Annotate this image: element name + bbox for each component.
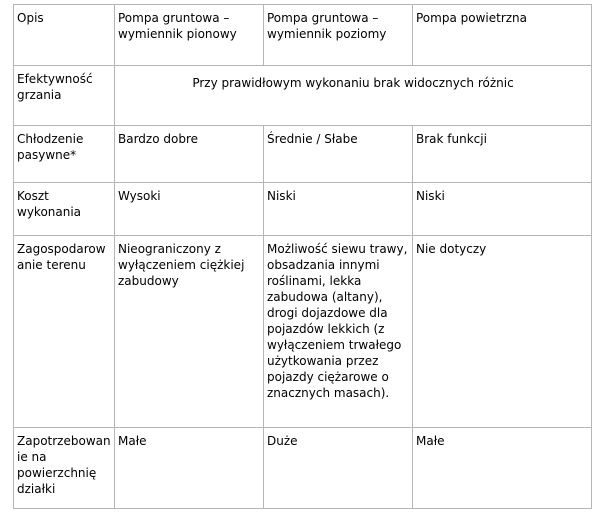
cell-vertical: Małe <box>115 428 264 509</box>
cell-horizontal: Możliwość siewu trawy, obsadzania innymi roślinami, lekka zabudowa (altany), drogi dojazdowe dla pojazdów lekkich (z wyłączeniem trwałego użytkowania przez pojazdy ciężarowe o znacznych masach). <box>264 236 413 428</box>
row-label-land-use: Zagospodarowanie terenu <box>14 236 115 428</box>
cell-air: Niski <box>413 183 592 236</box>
header-cell-vertical-ground-pump: Pompa gruntowa – wymiennik pionowy <box>115 5 264 66</box>
table-row <box>14 126 592 183</box>
header-cell-horizontal-ground-pump: Pompa gruntowa – wymiennik poziomy <box>264 5 413 66</box>
header-cell-air-pump: Pompa powietrzna <box>413 5 592 66</box>
cell-vertical: Wysoki <box>115 183 264 236</box>
cell-air: Małe <box>413 428 592 509</box>
row-label-passive-cooling: Chłodzenie pasywne* <box>14 126 115 183</box>
table-row <box>14 66 592 126</box>
row-label-installation-cost: Koszt wykonania <box>14 183 115 236</box>
table-row <box>14 236 592 428</box>
header-cell-description: Opis <box>14 5 115 66</box>
comparison-table <box>13 4 592 509</box>
table-row <box>14 183 592 236</box>
table-header-row <box>14 5 592 66</box>
cell-horizontal: Duże <box>264 428 413 509</box>
row-label-plot-area-demand: Zapotrzebowanie na powierzchnię działki <box>14 428 115 509</box>
merged-cell-heating-efficiency: Przy prawidłowym wykonaniu brak widocznych różnic <box>115 66 592 126</box>
cell-vertical: Nieograniczony z wyłączeniem ciężkiej zabudowy <box>115 236 264 428</box>
cell-vertical: Bardzo dobre <box>115 126 264 183</box>
cell-air: Nie dotyczy <box>413 236 592 428</box>
cell-air: Brak funkcji <box>413 126 592 183</box>
cell-horizontal: Niski <box>264 183 413 236</box>
table-row <box>14 428 592 509</box>
cell-horizontal: Średnie / Słabe <box>264 126 413 183</box>
row-label-heating-efficiency: Efektywność grzania <box>14 66 115 126</box>
